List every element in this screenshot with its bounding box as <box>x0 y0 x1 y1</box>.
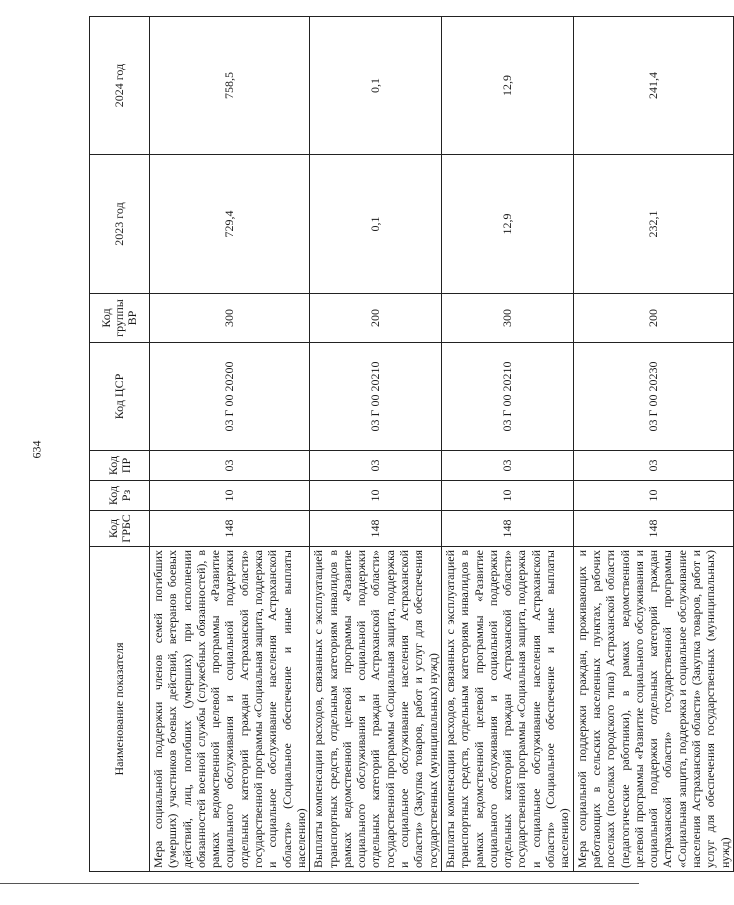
row-rz: 10 <box>310 481 442 511</box>
header-rz: Код Рз <box>90 481 150 511</box>
header-2023: 2023 год <box>90 155 150 294</box>
row-name: Мера социальной поддержки граждан, проживающих и работающих в сельских населенных пунктах, рабочих поселках (поселках городского типа) Астраханской области (педагогические работники), в рамках ведомственной целевой программы «Развитие социального обслуживания и социальной поддержки отдельных категорий граждан Астраханской области» государственной программы «Социальная защита, поддержка и социальное обслуживание населения Астраханской области» (Закупка товаров, работ и услуг для обеспечения государственных (муниципальных) нужд) <box>573 547 733 872</box>
row-grbs: 148 <box>573 511 733 547</box>
row-vr: 300 <box>441 294 573 343</box>
row-vr: 300 <box>150 294 310 343</box>
row-csr: 03 Г 00 20210 <box>441 343 573 451</box>
row-vr: 200 <box>310 294 442 343</box>
row-grbs: 148 <box>441 511 573 547</box>
row-2023: 232,1 <box>573 155 733 294</box>
row-pr: 03 <box>441 451 573 481</box>
table-row <box>310 17 442 872</box>
rotated-table-wrapper <box>89 17 732 872</box>
table-row <box>573 17 733 872</box>
row-rz: 10 <box>150 481 310 511</box>
header-grbs: Код ГРБС <box>90 511 150 547</box>
row-rz: 10 <box>573 481 733 511</box>
row-name: Выплаты компенсации расходов, связанных с эксплуатацией транспортных средств, отдельным категориям инвалидов в рамках ведомственной целевой программы «Развитие социального обслуживания и социальной поддержки отдельных категорий граждан Астраханской области» государственной программы «Социальная защита, поддержка и социальное обслуживание населения Астраханской области» (Социальное обеспечение и иные выплаты населению) <box>441 547 573 872</box>
bottom-divider <box>0 883 639 884</box>
page-number: 634 <box>29 440 44 459</box>
row-pr: 03 <box>573 451 733 481</box>
row-csr: 03 Г 00 20200 <box>150 343 310 451</box>
row-vr: 200 <box>573 294 733 343</box>
row-grbs: 148 <box>310 511 442 547</box>
row-2024: 758,5 <box>150 17 310 155</box>
row-2023: 12,9 <box>441 155 573 294</box>
header-pr: Код ПР <box>90 451 150 481</box>
row-pr: 03 <box>150 451 310 481</box>
row-pr: 03 <box>310 451 442 481</box>
row-2024: 241,4 <box>573 17 733 155</box>
row-name: Мера социальной поддержки членов семей погибших (умерших) участников боевых действий, ветеранов боевых действий, лиц, погибших (умерших) при исполнении обязанностей военной службы (служебных обязанностей), в рамках ведомственной целевой программы «Развитие социального обслуживания и социальной поддержки отдельных категорий граждан Астраханской области» государственной программы «Социальная защита, поддержка и социальное обслуживание населения Астраханской области» (Социальное обеспечение и иные выплаты населению) <box>150 547 310 872</box>
row-csr: 03 Г 00 20210 <box>310 343 442 451</box>
header-name: Наименование показателя <box>90 547 150 872</box>
row-rz: 10 <box>441 481 573 511</box>
header-csr: Код ЦСР <box>90 343 150 451</box>
table-header-row <box>90 17 150 872</box>
table-row <box>441 17 573 872</box>
row-2023: 0,1 <box>310 155 442 294</box>
row-csr: 03 Г 00 20230 <box>573 343 733 451</box>
row-name: Выплаты компенсации расходов, связанных с эксплуатацией транспортных средств, отдельным категориям инвалидов в рамках ведомственной целевой программы «Развитие социального обслуживания и социальной поддержки отдельных категорий граждан Астраханской области» государственной программы «Социальная защита, поддержка и социальное обслуживание населения Астраханской области» (Закупка товаров, работ и услуг для обеспечения государственных (муниципальных) нужд) <box>310 547 442 872</box>
row-2023: 729,4 <box>150 155 310 294</box>
budget-table <box>89 16 734 872</box>
header-2024: 2024 год <box>90 17 150 155</box>
table-row <box>150 17 310 872</box>
row-2024: 12,9 <box>441 17 573 155</box>
row-grbs: 148 <box>150 511 310 547</box>
row-2024: 0,1 <box>310 17 442 155</box>
header-vr: Код группы ВР <box>90 294 150 343</box>
